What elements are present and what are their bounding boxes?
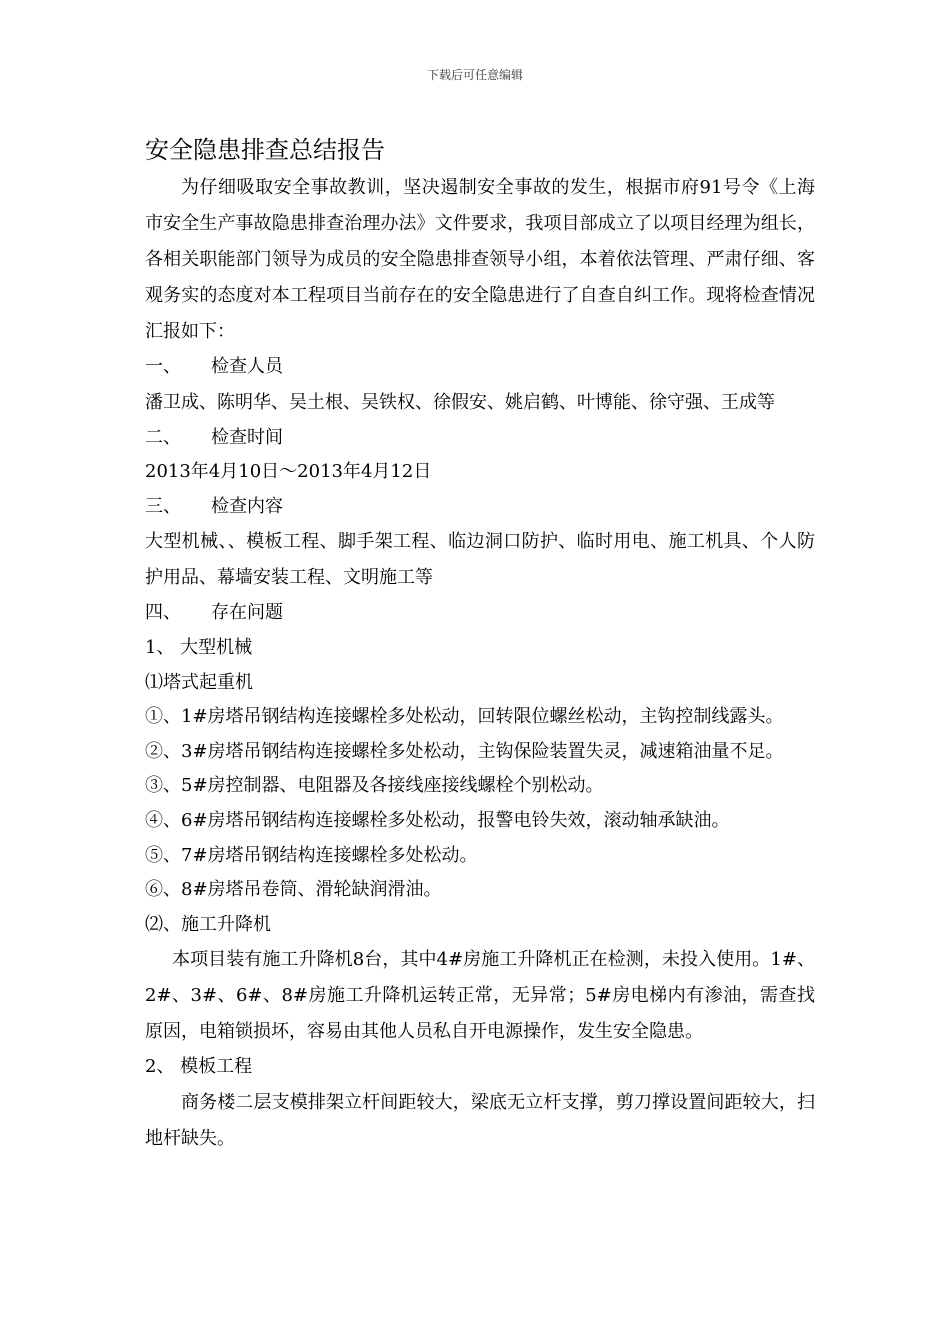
section-title: 检查内容 (211, 495, 283, 517)
document-title: 安全隐患排查总结报告 (145, 136, 385, 164)
document-body (145, 130, 815, 1157)
personnel-list: 潘卫成、陈明华、吴土根、吴铁权、徐假安、姚启鹤、叶博能、徐守强、王成等 (145, 391, 775, 413)
section-number: 二、 (145, 426, 181, 448)
page-header-note: 下载后可任意编辑 (426, 68, 523, 82)
machinery-heading: 1、 大型机械 (145, 636, 253, 658)
section-title: 检查时间 (211, 426, 283, 448)
crane-item: ⑤、7#房塔吊钢结构连接螺栓多处松动。 (145, 844, 478, 866)
intro-paragraph: 为仔细吸取安全事故教训，坚决遏制安全事故的发生，根据市府91号令《上海市安全生产事故隐患排查治理办法》文件要求，我项目部成立了以项目经理为组长，各相关职能部门领导为成员的安全隐患排查领导小组，本着依法管理、严肃仔细、客观务实的态度对本工程项目当前存在的安全隐患进行了自查自纠工作。现将检查情况汇报如下： (145, 177, 815, 342)
section-heading-personnel (145, 350, 815, 385)
crane-heading: ⑴塔式起重机 (145, 671, 253, 693)
section-heading-issues (145, 596, 815, 631)
formwork-heading: 2、 模板工程 (145, 1056, 253, 1078)
crane-item: ②、3#房塔吊钢结构连接螺栓多处松动，主钩保险装置失灵，减速箱油量不足。 (145, 740, 784, 762)
section-heading-time (145, 421, 815, 456)
crane-item: ⑥、8#房塔吊卷筒、滑轮缺润滑油。 (145, 879, 442, 901)
section-heading-content (145, 490, 815, 525)
section-number: 一、 (145, 356, 181, 377)
section-title: 检查人员 (211, 356, 283, 377)
crane-item: ③、5#房控制器、电阻器及各接线座接线螺栓个别松动。 (145, 775, 604, 797)
crane-item: ①、1#房塔吊钢结构连接螺栓多处松动，回转限位螺丝松动，主钩控制线露头。 (145, 706, 784, 728)
crane-item: ④、6#房塔吊钢结构连接螺栓多处松动，报警电铃失效，滚动轴承缺油。 (145, 809, 730, 831)
section-title: 存在问题 (211, 602, 283, 624)
inspection-time: 2013年4月10日～2013年4月12日 (145, 461, 432, 483)
hoist-paragraph: 本项目装有施工升降机8台，其中4#房施工升降机正在检测，未投入使用。1#、2#、3#、6#、8#房施工升降机运转正常，无异常；5#房电梯内有渗油，需查找原因，电箱锁损坏，容易由其他人员私自开电源操作，发生安全隐患。 (145, 949, 815, 1043)
formwork-paragraph: 商务楼二层支模排架立杆间距较大，梁底无立杆支撑，剪刀撑设置间距较大，扫地杆缺失。 (145, 1091, 815, 1149)
inspection-content: 大型机械、、模板工程、脚手架工程、临边洞口防护、临时用电、施工机具、个人防护用品、幕墙安装工程、文明施工等 (145, 531, 815, 589)
section-number: 四、 (145, 602, 181, 624)
report-content (145, 170, 815, 1157)
section-number: 三、 (145, 495, 181, 517)
hoist-heading: ⑵、施工升降机 (145, 913, 271, 935)
